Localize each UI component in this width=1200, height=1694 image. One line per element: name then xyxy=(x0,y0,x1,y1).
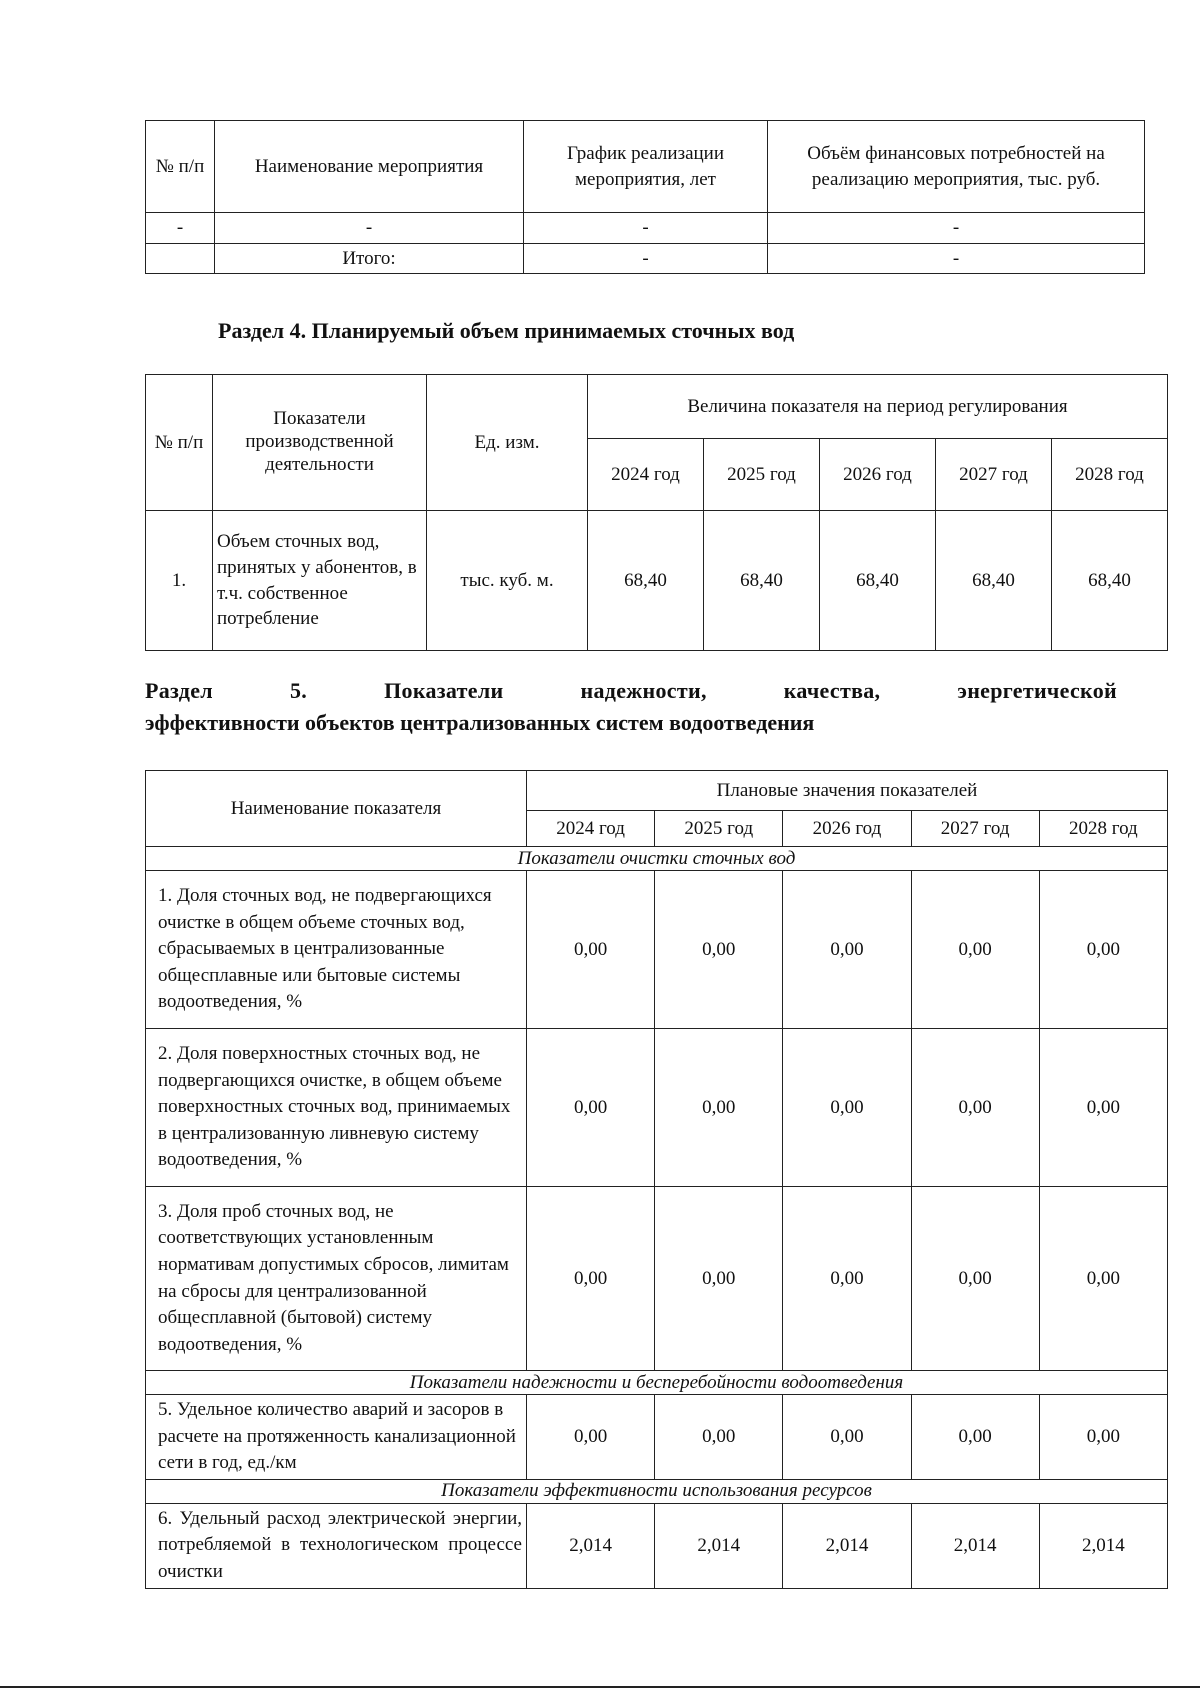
value-cell: 0,00 xyxy=(655,1029,783,1187)
value-cell: 0,00 xyxy=(783,1395,911,1480)
value-cell: 0,00 xyxy=(783,1187,911,1371)
value-cell: 0,00 xyxy=(527,871,655,1029)
group-row xyxy=(146,1371,1168,1395)
table-row xyxy=(146,871,1168,1029)
value-cell: 0,00 xyxy=(527,1029,655,1187)
total-amount: - xyxy=(768,243,1145,274)
value-cell: 0,00 xyxy=(911,1187,1039,1371)
value-cell: 0,00 xyxy=(911,871,1039,1029)
total-schedule: - xyxy=(524,243,768,274)
col-header-year: 2025 год xyxy=(655,811,783,847)
wastewater-volume-table xyxy=(145,374,1168,651)
value-cell: 0,00 xyxy=(783,1029,911,1187)
indicator-name: 1. Доля сточных вод, не подвергающихся очистке в общем объеме сточных вод, сбрасываемых в централизованные общесплавные или бытовые системы водоотведения, % xyxy=(146,871,527,1029)
table-row xyxy=(146,1029,1168,1187)
table-header-row xyxy=(146,375,1168,439)
table-cell xyxy=(146,243,215,274)
value-cell: 0,00 xyxy=(655,1187,783,1371)
value-cell: 68,40 xyxy=(820,511,936,651)
group-row xyxy=(146,1479,1168,1503)
indicator-name: 5. Удельное количество аварий и засоров в расчете на протяженность канализационной сети в год, ед./км xyxy=(146,1395,527,1480)
value-cell: 0,00 xyxy=(1039,1395,1167,1480)
value-cell: 0,00 xyxy=(1039,871,1167,1029)
table-row xyxy=(146,1187,1168,1371)
col-header-num: № п/п xyxy=(146,121,215,213)
value-cell: 0,00 xyxy=(655,1395,783,1480)
activities-table xyxy=(145,120,1145,274)
value-cell: 2,014 xyxy=(783,1503,911,1588)
indicator-name: 3. Доля проб сточных вод, не соответствующих установленным нормативам допустимых сбросов, лимитам на сбросы для централизованной общесплавной (бытовой) систему водоотведения, % xyxy=(146,1187,527,1371)
col-header-plan: Плановые значения показателей xyxy=(527,771,1168,811)
group-label: Показатели эффективности использования ресурсов xyxy=(146,1479,1168,1503)
group-row xyxy=(146,847,1168,871)
value-cell: 68,40 xyxy=(704,511,820,651)
total-row xyxy=(146,243,1145,274)
value-cell: 0,00 xyxy=(1039,1187,1167,1371)
col-header-year: 2026 год xyxy=(783,811,911,847)
col-header-finance: Объём финансовых потребностей на реализацию мероприятия, тыс. руб. xyxy=(768,121,1145,213)
group-label: Показатели надежности и бесперебойности водоотведения xyxy=(146,1371,1168,1395)
indicator-name: 2. Доля поверхностных сточных вод, не подвергающихся очистке, в общем объеме поверхностных сточных вод, принимаемых в централизованную ливневую систему водоотведения, % xyxy=(146,1029,527,1187)
value-cell: 0,00 xyxy=(527,1395,655,1480)
value-cell: 2,014 xyxy=(655,1503,783,1588)
table-cell: - xyxy=(524,213,768,244)
table-row xyxy=(146,213,1145,244)
table-row xyxy=(146,1395,1168,1480)
value-cell: 0,00 xyxy=(527,1187,655,1371)
value-cell: 68,40 xyxy=(588,511,704,651)
col-header-year: 2028 год xyxy=(1052,439,1168,511)
col-header-period: Величина показателя на период регулирования xyxy=(588,375,1168,439)
col-header-unit: Ед. изм. xyxy=(427,375,588,511)
value-cell: 2,014 xyxy=(1039,1503,1167,1588)
total-label: Итого: xyxy=(215,243,524,274)
value-cell: 0,00 xyxy=(1039,1029,1167,1187)
col-header-indicator: Показатели производственной деятельности xyxy=(213,375,427,511)
col-header-schedule: График реализации мероприятия, лет xyxy=(524,121,768,213)
table-header-row xyxy=(146,121,1145,213)
value-cell: 0,00 xyxy=(655,871,783,1029)
col-header-year: 2027 год xyxy=(911,811,1039,847)
col-header-year: 2026 год xyxy=(820,439,936,511)
value-cell: 0,00 xyxy=(911,1029,1039,1187)
table-header-row xyxy=(146,771,1168,811)
row-num: 1. xyxy=(146,511,213,651)
section4-title: Раздел 4. Планируемый объем принимаемых сточных вод xyxy=(218,318,795,343)
table-cell: - xyxy=(215,213,524,244)
table-row xyxy=(146,1503,1168,1588)
value-cell: 0,00 xyxy=(783,871,911,1029)
row-unit: тыс. куб. м. xyxy=(427,511,588,651)
col-header-year: 2024 год xyxy=(527,811,655,847)
page-bottom-rule xyxy=(0,1686,1200,1688)
value-cell: 2,014 xyxy=(527,1503,655,1588)
section5-title-line1: Раздел 5. Показатели надежности, качества, энергетической xyxy=(145,678,1117,703)
indicators-table xyxy=(145,770,1168,1589)
col-header-year: 2028 год xyxy=(1039,811,1167,847)
group-label: Показатели очистки сточных вод xyxy=(146,847,1168,871)
table-cell: - xyxy=(768,213,1145,244)
section5-title-line2: эффективности объектов централизованных систем водоотведения xyxy=(145,710,815,735)
col-header-name: Наименование показателя xyxy=(146,771,527,847)
row-indicator-name: Объем сточных вод, принятых у абонентов, в т.ч. собственное потребление xyxy=(213,511,427,651)
col-header-year: 2025 год xyxy=(704,439,820,511)
col-header-num: № п/п xyxy=(146,375,213,511)
value-cell: 0,00 xyxy=(911,1395,1039,1480)
value-cell: 68,40 xyxy=(1052,511,1168,651)
value-cell: 2,014 xyxy=(911,1503,1039,1588)
col-header-activity: Наименование мероприятия xyxy=(215,121,524,213)
col-header-year: 2024 год xyxy=(588,439,704,511)
indicator-name: 6. Удельный расход электрической энергии, потребляемой в технологическом процессе очистки xyxy=(146,1503,527,1588)
table-cell: - xyxy=(146,213,215,244)
col-header-year: 2027 год xyxy=(936,439,1052,511)
table-row xyxy=(146,511,1168,651)
value-cell: 68,40 xyxy=(936,511,1052,651)
